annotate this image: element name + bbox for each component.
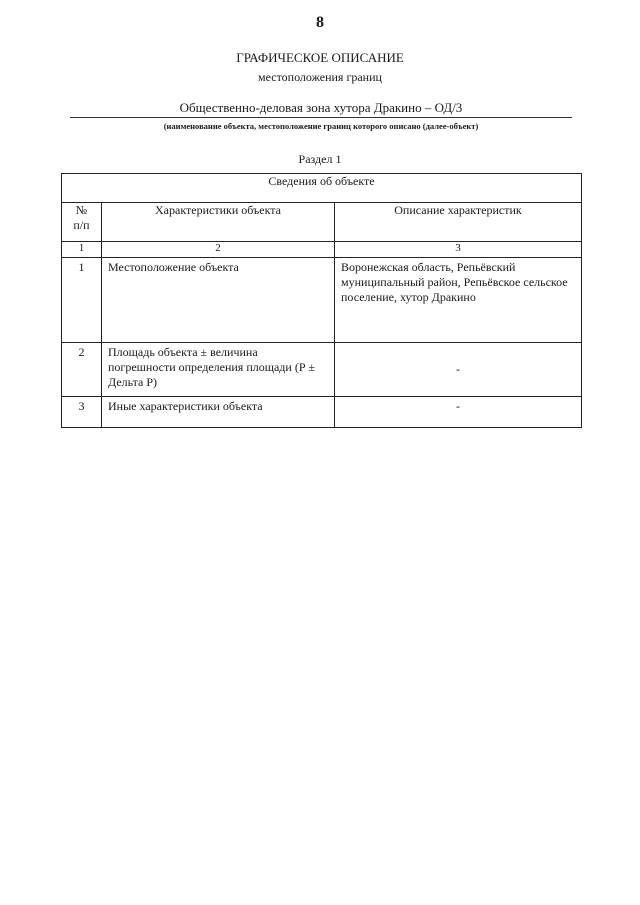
- table-row: [62, 397, 582, 428]
- row-number: 3: [62, 397, 102, 428]
- object-caption: (наименование объекта, местоположение границ которого описано (далее-объект): [163, 121, 479, 131]
- table-caption: Сведения об объекте: [62, 174, 582, 203]
- row-number: 2: [62, 343, 102, 397]
- row-number: 1: [62, 258, 102, 343]
- column-number-row: [62, 242, 582, 258]
- column-header-number: № п/п: [62, 203, 102, 242]
- table-row: [62, 258, 582, 343]
- column-header-characteristic: Характеристики объекта: [102, 203, 335, 242]
- document-subtitle: местоположения границ: [258, 70, 382, 84]
- object-name: Общественно-деловая зона хутора Дракино – ОД/3: [70, 100, 572, 118]
- row-description: Воронежская область, Репьёвский муниципальный район, Репьёвское сельское поселение, хутор Дракино: [335, 258, 582, 343]
- row-characteristic: Иные характеристики объекта: [102, 397, 335, 428]
- row-characteristic: Местоположение объекта: [102, 258, 335, 343]
- table-row: [62, 343, 582, 397]
- column-number-1: 1: [62, 242, 102, 258]
- column-number-2: 2: [102, 242, 335, 258]
- row-description: -: [335, 343, 582, 397]
- column-number-3: 3: [335, 242, 582, 258]
- section-title: Раздел 1: [298, 152, 342, 166]
- table-header-row: [62, 203, 582, 242]
- row-characteristic: Площадь объекта ± величина погрешности определения площади (Р ± Дельта Р): [102, 343, 335, 397]
- object-info-table: [61, 173, 582, 428]
- page-number: 8: [316, 14, 324, 31]
- column-header-description: Описание характеристик: [335, 203, 582, 242]
- table-caption-row: [62, 174, 582, 203]
- document-title: ГРАФИЧЕСКОЕ ОПИСАНИЕ: [236, 50, 404, 65]
- row-description: -: [335, 397, 582, 428]
